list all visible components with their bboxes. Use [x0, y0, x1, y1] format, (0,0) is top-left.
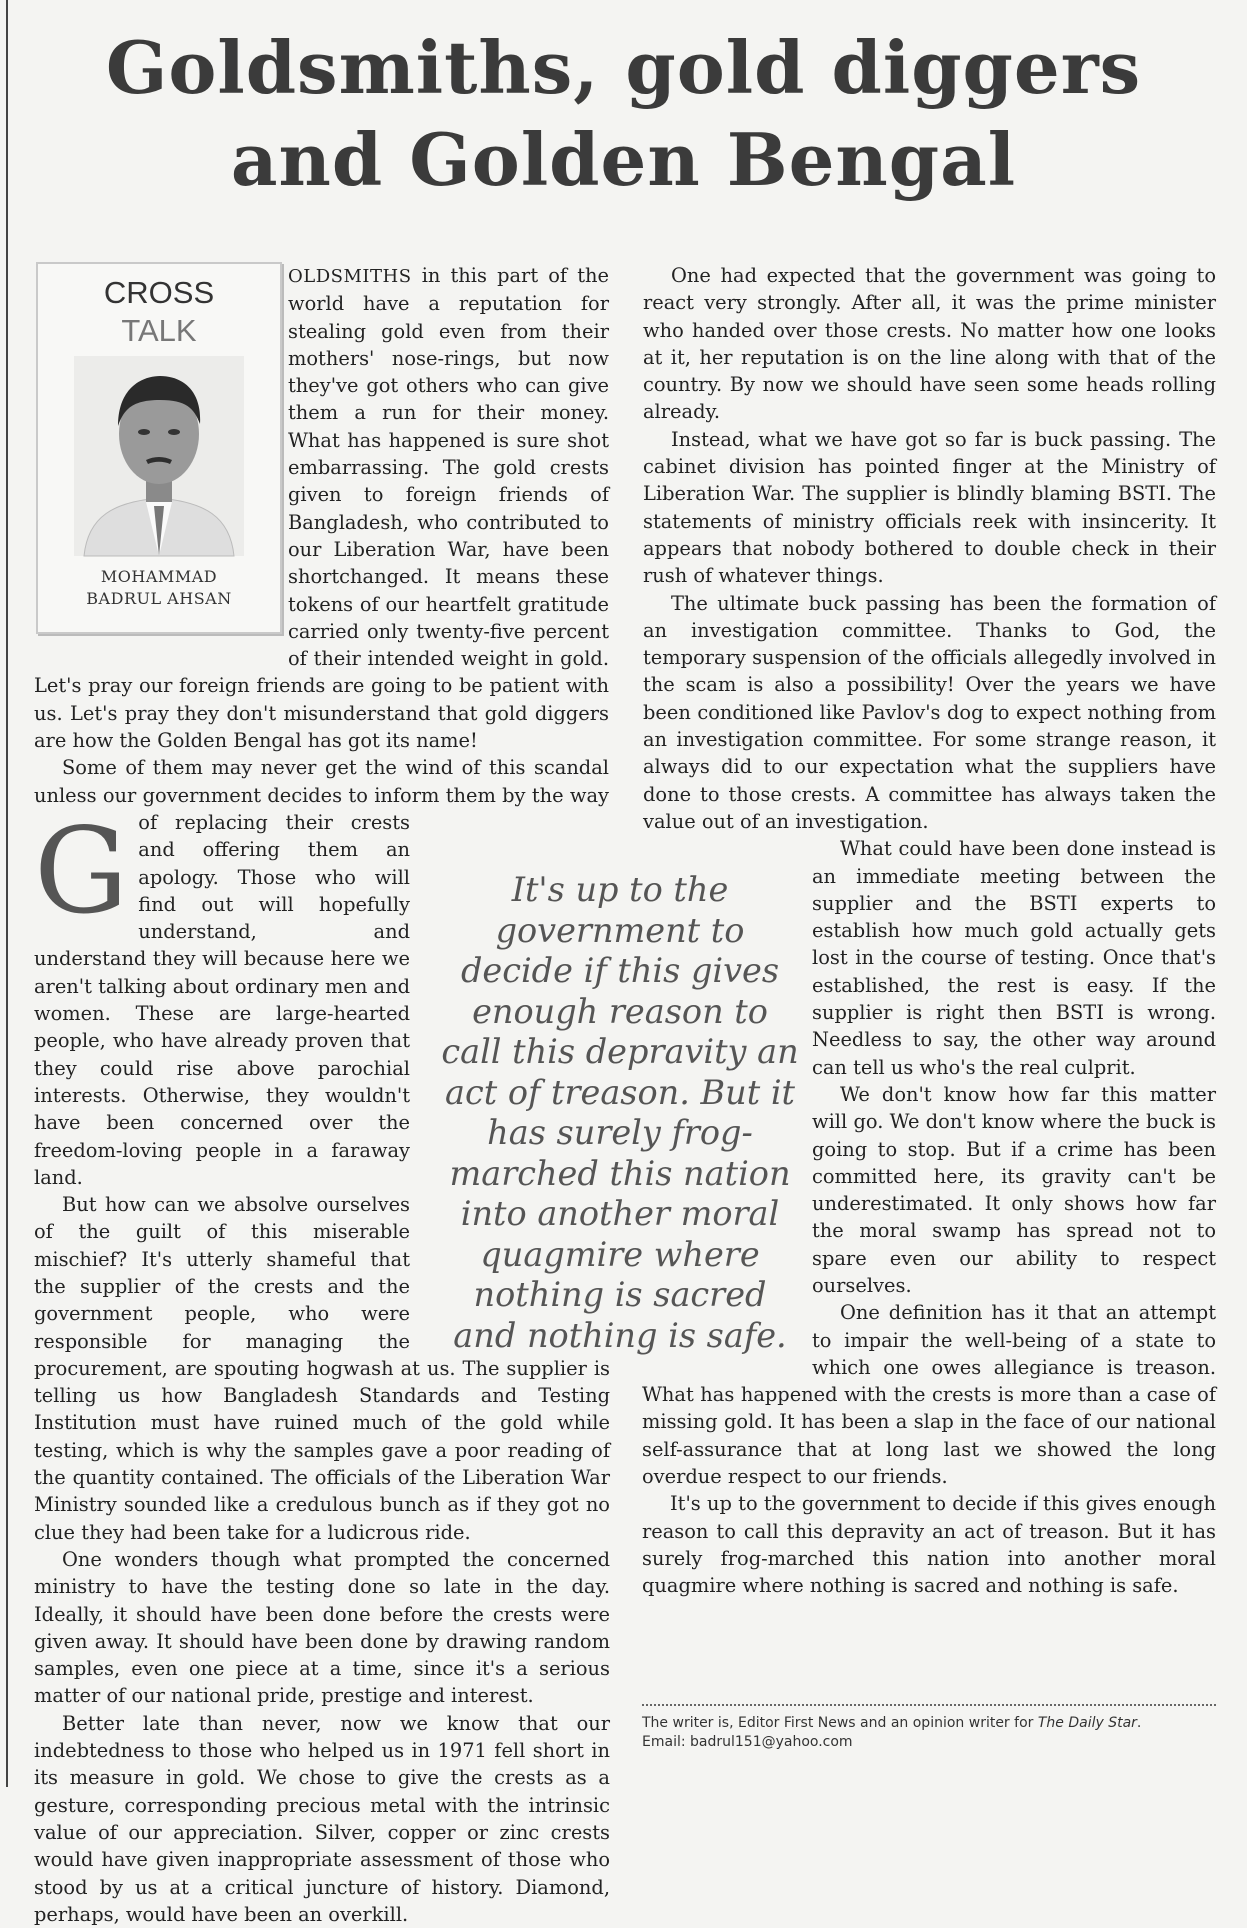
pullquote-space-top — [609, 262, 610, 819]
left-margin-rule — [6, 0, 8, 1787]
drop-cap: G — [34, 802, 129, 940]
author-email: Email: badrul151@yahoo.com — [642, 1734, 853, 1750]
author-credit — [642, 1714, 1216, 1733]
column-kicker-talk: TALK — [121, 313, 197, 348]
author-credit-text: The writer is, Editor First News and an opinion writer for — [642, 1715, 1038, 1731]
paragraph: What could have been done instead is an immediate meeting between the supplier and the BSTI experts to establish how much gold actually gets lost in the course of testing. Once that's established, the rest is easy. If the supplier is right then BSTI is wrong. Needless to say, the other way around can tell us who's the real culprit. — [812, 837, 1216, 1079]
paragraph: Some of them may never get the wind of this scandal unless our government decides to inform them by the way of replacing their crests and offering them an apology. Those who will find out will hopefully understand, and understand they will because here we aren't talking about ordinary men and women. These are large-hearted people, who have already proven that they could rise above parochial interests. Otherwise, they wouldn't have been concerned over the freedom-loving people in a faraway land. — [34, 756, 609, 1189]
paragraph: One wonders though what prompted the concerned ministry to have the testing done so late in the day. Ideally, it should have been done before the crests were given away. It should have been done by drawing random samples, even one piece at a time, since it's a serious matter of our national pride, prestige and interest. — [34, 1547, 610, 1708]
headline — [40, 22, 1207, 206]
headline-line-2: and Golden Bengal — [230, 117, 1017, 202]
columnist-box-space — [34, 262, 288, 646]
publication-name: The Daily Star — [1037, 1715, 1137, 1731]
paragraph: One had expected that the government was going to react very strongly. After all, it was the prime minister who handed over those crests. No matter how one looks at it, her reputation is on the line along with that of the country. By now we should have seen some heads rolling already. — [643, 264, 1216, 424]
paragraph: Better late than never, now we know that our indebtedness to those who helped us in 1971 fell short in its measure in gold. We chose to give the crests as a gesture, corresponding precious metal with the intrinsic value of our appreciation. Silver, copper or zinc crests would have given inappropriate assessment of those who stood by us at a critical juncture of history. Diamond, perhaps, would have been an overkill. — [34, 1711, 610, 1926]
paragraph: The ultimate buck passing has been the formation of an investigation committee. Thanks to God, the temporary suspension of the officials allegedly involved in the scam is also a possibility! Over the years we have been conditioned like Pavlov's dog to expect nothing from an investigation committee. For some strange reason, it always did to our expectation what the suppliers have done to those crests. A committee has always taken the value out of an investigation. — [643, 591, 1216, 833]
column-kicker-cross: CROSS — [103, 275, 215, 310]
paragraph: One definition has it that an attempt to impair the well-being of a state to which one owes allegiance is treason. What has happened with the crests is more than a case of missing gold. It has been a slap in the face of our national self-assurance that at long last we showed the long overdue respect to our friends. — [642, 1301, 1216, 1489]
headline-line-1: Goldsmiths, gold diggers — [105, 25, 1142, 110]
author-first-name: MOHAMMAD — [100, 567, 218, 586]
pull-quote: It's up to the government to decide if this gives enough reason to call this depravity an act of treason. But it has surely frog-marched this nation into another moral quagmire where nothing is sacred and nothing is safe. — [441, 870, 799, 1355]
author-credit-end: . — [1136, 1715, 1142, 1731]
paragraph: Instead, what we have got so far is buck passing. The cabinet division has pointed finger at the Ministry of Liberation War. The supplier is blindly blaming BSTI. The statements of ministry officials reek with insincerity. It appears that nobody bothered to double check in their rush of whatever things. — [643, 427, 1216, 588]
author-footer — [642, 1714, 1216, 1752]
paragraph: But how can we absolve ourselves of the guilt of this miserable mischief? It's utterly shameful that the supplier of the crests and the government people, who were responsible for managing the procurement, are spouting hogwash at us. The supplier is telling us how Bangladesh Standards and Testing Institution must have ruined much of the gold while testing, which is why the samples gave a poor reading of the quantity contained. The officials of the Liberation War Ministry sounded like a credulous bunch as if they got no clue they had been take for a ludicrous ride. — [34, 1193, 610, 1544]
lead-caps: OLDSMITHS — [288, 266, 412, 287]
paragraph: We don't know how far this matter will go. We don't know where the buck is going to stop. But if a crime has been committed here, its gravity can't be underestimated. It only shows how far the moral swamp has spread not to spare even our ability to respect ourselves. — [812, 1082, 1216, 1297]
footer-divider — [642, 1704, 1216, 1706]
lead-text: in this part of the world have a reputation for stealing gold even from their mothers' nose-rings, but now they've got others who can give them a run for their money. What has happened is sure shot embarrassing. The gold crests given to foreign friends of Bangladesh, who contributed to our Liberation War, have been shortchanged. It means these tokens of our heartfelt gratitude carried only twenty-five percent of their intended weight in gold. Let's pray our foreign friends are going to be patient with us. Let's pray they don't misunderstand that gold diggers are how the Golden Bengal has got its name! — [34, 264, 609, 753]
author-last-name: BADRUL AHSAN — [86, 589, 232, 608]
paragraph: It's up to the government to decide if this gives enough reason to call this depravity an act of treason. But it has surely frog-marched this nation into another moral quagmire where nothing is sacred and nothing is safe. — [642, 1492, 1216, 1598]
